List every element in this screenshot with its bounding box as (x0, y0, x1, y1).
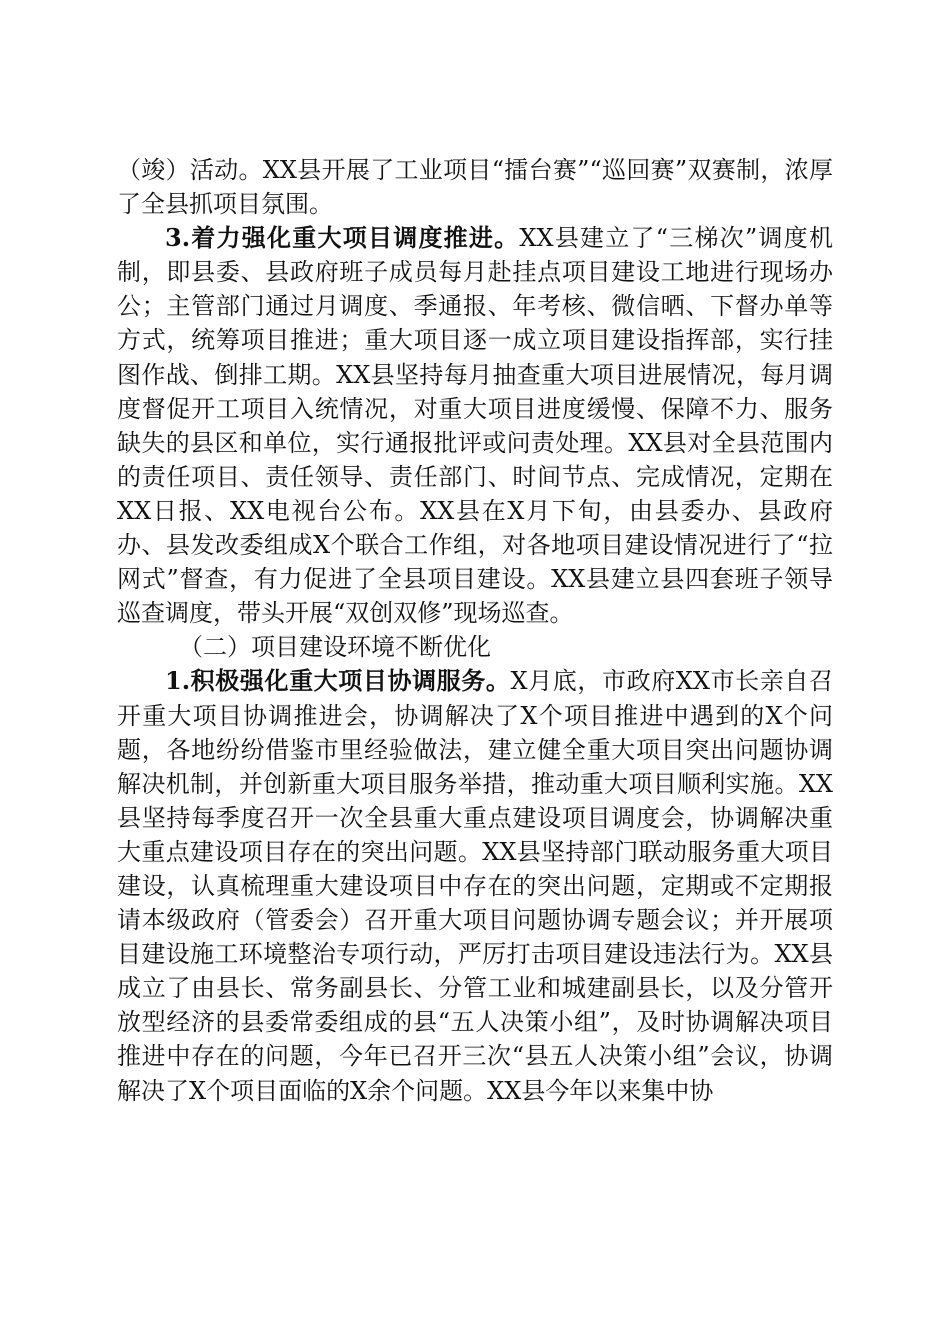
paragraph-text: XX县建立了“三梯次”调度机制，即县委、县政府班子成员每月赴挂点项目建设工地进行现场办公；主管部门通过月调度、季通报、年考核、微信晒、下督办单等方式，统筹项目推进；重大项目逐一成立项目建设指挥部，实行挂图作战、倒排工期。XX县坚持每月抽查重大项目进展情况，每月调度督促开工项目入统情况，对重大项目进度缓慢、保障不力、服务缺失的县区和单位，实行通报批评或问责处理。XX县对全县范围内的责任项目、责任领导、责任部门、时间节点、完成情况，定期在XX日报、XX电视台公布。XX县在X月下旬，由县委办、县政府办、县发改委组成X个联合工作组，对各地项目建设情况进行了“拉网式”督查，有力促进了全县项目建设。XX县建立县四套班子领导巡查调度，带头开展“双创双修”现场巡查。 (117, 224, 833, 628)
paragraph-item-3 (117, 221, 833, 630)
paragraph-text: X月底，市政府XX市长亲自召开重大项目协调推进会，协调解决了X个项目推进中遇到的X个问题，各地纷纷借鉴市里经验做法，建立健全重大项目突出问题协调解决机制，并创新重大项目服务举措，推动重大项目顺利实施。XX县坚持每季度召开一次全县重大重点建设项目调度会，协调解决重大重点建设项目存在的突出问题。XX县坚持部门联动服务重大项目建设，认真梳理重大建设项目中存在的突出问题，定期或不定期报请本级政府（管委会）召开重大项目问题协调专题会议；并开展项目建设施工环境整治专项行动，严厉打击项目建设违法行为。XX县成立了由县长、常务副县长、分管工业和城建副县长，以及分管开放型经济的县委常委组成的县“五人决策小组”，及时协调解决项目推进中存在的问题，今年已召开三次“县五人决策小组”会议，协调解决了X个项目面临的X余个问题。XX县今年以来集中协 (117, 667, 833, 1105)
section-subheading (117, 630, 833, 664)
subheading-text: （二）项目建设环境不断优化 (179, 633, 491, 662)
paragraph-continuation (117, 153, 833, 221)
paragraph-lead-heading: 1.积极强化重大项目协调服务。 (165, 666, 511, 696)
paragraph-text: （竣）活动。XX县开展了工业项目“擂台赛”“巡回赛”双赛制，浓厚了全县抓项目氛围。 (117, 156, 833, 219)
paragraph-item-1 (117, 664, 833, 1107)
paragraph-lead-heading: 3.着力强化重大项目调度推进。 (165, 223, 520, 253)
document-body (117, 153, 833, 1108)
